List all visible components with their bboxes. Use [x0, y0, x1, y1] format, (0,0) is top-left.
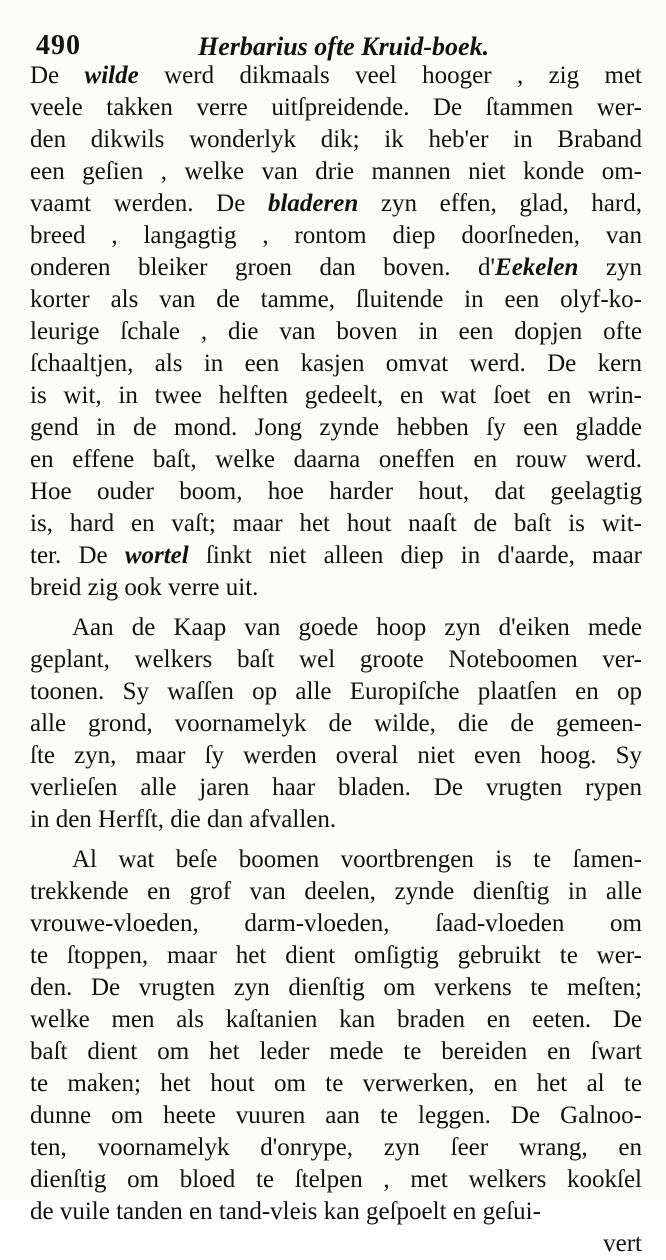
text-run: is, hard en vaſt; maar het hout naaſt de baſt is wit- — [30, 510, 642, 537]
text-line — [30, 60, 642, 92]
body-text — [30, 60, 642, 1260]
text-line — [30, 316, 642, 348]
text-run: Al wat beſe boomen voortbrengen is te ſamen- — [72, 846, 642, 873]
text-run: in den Herfſt, die dan afvallen. — [30, 806, 337, 833]
text-line — [30, 220, 642, 252]
text-line — [30, 540, 642, 572]
text-run: korter als van de tamme, ſluitende in een olyf-ko- — [30, 286, 642, 313]
text-line — [30, 972, 642, 1004]
italic-term: wilde — [84, 62, 139, 89]
text-run: onderen bleiker groen dan boven. d' — [30, 254, 496, 281]
text-run: een geſien , welke van drie mannen niet konde om- — [30, 158, 642, 185]
text-run: breid zig ook verre uit. — [30, 574, 259, 601]
text-run: vrouwe-vloeden, darm-vloeden, ſaad-vloeden om — [30, 910, 642, 937]
text-run: ter. De — [30, 542, 125, 569]
text-line — [30, 1100, 642, 1132]
text-line — [30, 1164, 642, 1196]
text-line — [30, 156, 642, 188]
paragraph-gap — [30, 604, 642, 612]
text-run: leurige ſchale , die van boven in een dopjen ofte — [30, 318, 642, 345]
text-line — [30, 1132, 642, 1164]
text-run: gend in de mond. Jong zynde hebben ſy een gladde — [30, 414, 642, 441]
text-run: ſchaaltjen, als in een kasjen omvat werd. De kern — [30, 350, 642, 377]
text-run: toonen. Sy waſſen op alle Europiſche plaatſen en op — [30, 678, 642, 705]
text-line — [30, 348, 642, 380]
text-run: zyn effen, glad, hard, — [358, 190, 642, 217]
text-run: veele takken verre uitſpreidende. De ſtammen wer- — [30, 94, 642, 121]
text-run: ten, voornamelyk d'onrype, zyn ſeer wrang, en — [30, 1134, 642, 1161]
text-line — [30, 612, 642, 644]
text-line — [30, 644, 642, 676]
text-run: De — [30, 62, 85, 89]
italic-term: Eekelen — [495, 254, 579, 281]
text-line — [30, 772, 642, 804]
text-run: den dikwils wonderlyk dik; ik heb'er in Braband — [30, 126, 642, 153]
running-title: Herbarius ofte Kruid-boek. — [198, 32, 490, 61]
text-run: ſinkt niet alleen diep in d'aarde, maar — [188, 542, 643, 569]
text-run: de vuile tanden en tand-vleis kan geſpoelt en geſui- — [30, 1198, 541, 1225]
text-line — [30, 876, 642, 908]
text-run: alle grond, voornamelyk de wilde, die de gemeen- — [30, 710, 642, 737]
text-line — [30, 508, 642, 540]
text-run: te ſtoppen, maar het dient omſigtig gebruikt te wer- — [30, 942, 642, 969]
text-line — [30, 380, 642, 412]
text-run: zyn — [578, 254, 642, 281]
text-line — [30, 188, 642, 220]
text-line — [30, 908, 642, 940]
text-run: te maken; het hout om te verwerken, en het al te — [30, 1070, 642, 1097]
text-line — [30, 252, 642, 284]
text-run: dienſtig om bloed te ſtelpen , met welkers kookſel — [30, 1166, 642, 1193]
text-line — [30, 412, 642, 444]
italic-term: wortel — [124, 542, 189, 569]
text-line — [30, 740, 642, 772]
text-line — [30, 572, 642, 604]
text-run: vaamt werden. De — [30, 190, 268, 217]
text-run: Hoe ouder boom, hoe harder hout, dat geelagtig — [30, 478, 642, 505]
text-run: werd dikmaals veel hooger , zig met — [138, 62, 642, 89]
catchword: vert — [603, 1230, 642, 1257]
text-run: ſte zyn, maar ſy werden overal niet even hoog. Sy — [30, 742, 642, 769]
text-line — [30, 1036, 642, 1068]
text-line — [30, 676, 642, 708]
text-line — [30, 1004, 642, 1036]
text-line — [30, 92, 642, 124]
text-line — [30, 444, 642, 476]
text-line — [30, 844, 642, 876]
text-run: den. De vrugten zyn dienſtig om verkens te meſten; — [30, 974, 642, 1001]
paragraph-gap — [30, 836, 642, 844]
text-run: en effene baſt, welke daarna oneffen en rouw werd. — [30, 446, 642, 473]
italic-term: bladeren — [267, 190, 359, 217]
text-run: dunne om heete vuuren aan te leggen. De Galnoo- — [30, 1102, 642, 1129]
text-run: verlieſen alle jaren haar bladen. De vrugten rypen — [30, 774, 642, 801]
text-line — [30, 476, 642, 508]
text-run: Aan de Kaap van goede hoop zyn d'eiken mede — [72, 614, 642, 641]
text-run: geplant, welkers baſt wel groote Noteboomen ver- — [30, 646, 642, 673]
text-run: breed , langagtig , rontom diep doorſneden, van — [30, 222, 642, 249]
text-line — [30, 284, 642, 316]
text-run: welke men als kaſtanien kan braden en eeten. De — [30, 1006, 642, 1033]
text-run: is wit, in twee helften gedeelt, en wat ſoet en wrin- — [30, 382, 642, 409]
text-line — [30, 124, 642, 156]
text-line — [30, 708, 642, 740]
text-line — [30, 804, 642, 836]
text-line — [30, 1068, 642, 1100]
page-number: 490 — [36, 30, 81, 61]
text-run: trekkende en grof van deelen, zynde dienſtig in alle — [30, 878, 642, 905]
text-line — [30, 1196, 642, 1228]
text-line — [30, 940, 642, 972]
text-run: baſt dient om het leder mede te bereiden en ſwart — [30, 1038, 642, 1065]
